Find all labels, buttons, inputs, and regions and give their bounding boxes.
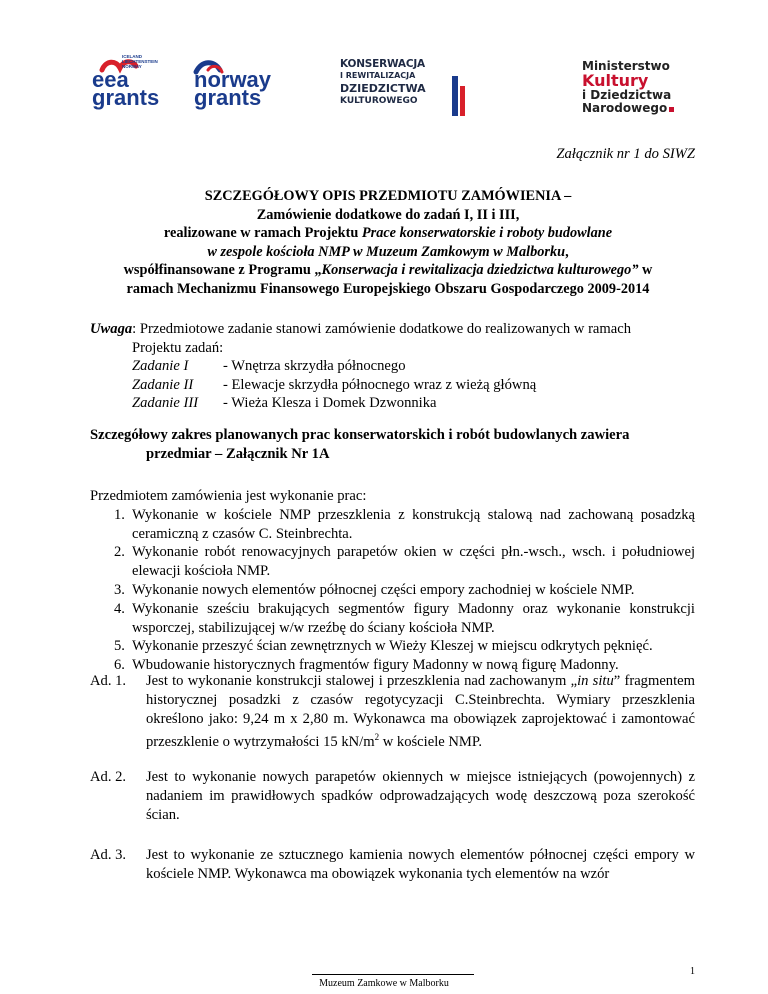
title-line5a: współfinansowane z Programu „: [123, 262, 322, 278]
task-name: Zadanie II: [132, 376, 194, 393]
works-list-block: [90, 487, 695, 675]
task-row: [90, 357, 695, 376]
title-line3b: Prace konserwatorskie i roboty budowlane: [361, 225, 613, 241]
note-line1: [90, 320, 695, 339]
ad1-sup: 2: [374, 732, 380, 743]
note-text2: Projektu zadań:: [132, 339, 224, 356]
list-item: [90, 600, 695, 638]
title-line5c: w: [638, 262, 653, 278]
eea-norway-grants-logo: [92, 52, 282, 114]
title-line2: Zamówienie dodatkowe do zadań I, II i III,: [256, 206, 520, 223]
task-name: Zadanie III: [132, 395, 199, 411]
footer-text: Muzeum Zamkowe w Malborku: [319, 978, 449, 989]
title-line3a: realizowane w ramach Projektu: [163, 225, 362, 241]
footer-divider: [312, 974, 474, 975]
ad2-paragraph: [90, 768, 695, 824]
list-item-number: 2.: [114, 544, 125, 561]
works-lead: Przedmiotem zamówienia jest wykonanie prac:: [90, 488, 367, 504]
task-row: [90, 376, 695, 395]
ministerstwo-logo: [582, 60, 692, 114]
task-row: [90, 394, 695, 413]
kons-line4: KULTUROWEGO: [340, 96, 418, 106]
kons-line1: KONSERWACJA: [340, 58, 425, 70]
title-line3: [88, 224, 688, 243]
task-desc: - Wnętrza skrzydła północnego: [223, 358, 406, 374]
min-line3: i Dziedzictwa: [582, 88, 672, 102]
list-item-number: 1.: [114, 506, 125, 523]
norway-word: norway: [194, 67, 272, 92]
list-item: [90, 581, 695, 600]
ad1-head: Ad. 1.: [90, 673, 127, 689]
norway-grants-word: grants: [194, 85, 262, 110]
min-red-square: [669, 107, 674, 112]
note-label: Uwaga: [90, 321, 133, 337]
list-item-number: 5.: [114, 638, 125, 655]
title-line5b: Konserwacja i rewitalizacja dziedzictwa kulturowego”: [321, 262, 639, 278]
title-line1: SZCZEGÓŁOWY OPIS PRZEDMIOTU ZAMÓWIENIA –: [204, 188, 572, 204]
ad1-t2: in situ: [577, 673, 614, 689]
works-list: [90, 506, 695, 675]
min-line4: Narodowego: [582, 101, 668, 115]
ad3-paragraph: [90, 846, 695, 884]
kons-blue-bar: [452, 76, 458, 116]
ad1-t4: w kościele NMP.: [379, 734, 483, 751]
note-text1: : Przedmiotowe zadanie stanowi zamówienie dodatkowe do realizowanych w ramach: [132, 321, 632, 337]
ad1-t3: ” fragmentem historycznej posadzki z czasów regotycyzacji C.Steinbrechta. Wymiary przeszklenia określono jako: 9,24 m x 2,80 m. Wykonawca ma obowiązek zaprojektować i zamontować przeszklenie o wytrzymałości 15 kN/m: [146, 673, 695, 751]
list-item: [90, 506, 695, 544]
list-item-text: Wykonanie robót renowacyjnych parapetów okien w części płn.-wsch., wsch. i południowej elewacji kościoła NMP.: [132, 544, 695, 580]
list-item: [90, 637, 695, 656]
kons-red-bar: [460, 86, 465, 116]
konserwacja-logo: [340, 58, 474, 116]
eea-small-text: ICELAND LIECHTENSTEIN NORWAY: [122, 54, 158, 69]
ad3-head: Ad. 3.: [90, 847, 127, 863]
title-line5: [88, 261, 688, 280]
list-item-number: 3.: [114, 581, 125, 598]
list-item: [90, 543, 695, 581]
eea-word: eea: [92, 67, 129, 92]
kons-line3: DZIEDZICTWA: [340, 82, 426, 95]
title-line4-end: ,: [565, 243, 569, 260]
min-line2: Kultury: [582, 71, 649, 90]
eea-grants-word: grants: [92, 85, 160, 110]
list-item-text: Wykonanie nowych elementów północnej części empory zachodniej w kościele NMP.: [132, 581, 635, 598]
title-line4-text: w zespole kościoła NMP w Muzeum Zamkowym w Malborku: [207, 243, 566, 260]
document-title: [88, 187, 688, 298]
title-line6: ramach Mechanizmu Finansowego Europejskiego Obszaru Gospodarczego 2009-2014: [126, 280, 650, 297]
task-desc: - Elewacje skrzydła północnego wraz z wieżą główną: [223, 376, 537, 393]
annex-label: Załącznik nr 1 do SIWZ: [556, 146, 695, 162]
note-block: [90, 320, 695, 413]
ad3-body: Jest to wykonanie ze sztucznego kamienia nowych elementów północnej części empory w kościele NMP. Wykonawca ma obowiązek wykonania tych elementów na wzór: [146, 847, 695, 882]
scope-paragraph: [90, 426, 695, 463]
list-item-text: Wykonanie sześciu brakujących segmentów figury Madonny oraz wykonanie konstrukcji wsporczej, stabilizującej w/w rzeźbę do ściany kościoła NMP.: [132, 600, 695, 636]
title-line4: [88, 243, 688, 262]
list-item-text: Wbudowanie historycznych fragmentów figury Madonny w nową figurę Madonny.: [132, 657, 619, 674]
task-desc: - Wieża Klesza i Domek Dzwonnika: [223, 395, 437, 411]
min-line4-wrap: [582, 102, 692, 115]
min-line1: Ministerstwo: [582, 59, 670, 73]
list-item-text: Wykonanie przeszyć ścian zewnętrznych w Wieży Kleszej w miejscu odkrytych pęknięć.: [132, 638, 653, 655]
list-item-text: Wykonanie w kościele NMP przeszklenia z konstrukcją stalową nad zachowaną posadzką ceramiczną z czasów C. Steinbrechta.: [132, 506, 695, 542]
list-item-number: 6.: [114, 657, 125, 674]
page-number: 1: [690, 966, 695, 977]
ad1-t1: Jest to wykonanie konstrukcji stalowej i przeszklenia nad zachowanym „: [146, 673, 578, 689]
kons-line2: I REWITALIZACJA: [340, 71, 416, 80]
ad1-body: [90, 672, 695, 752]
ad1-paragraph: [90, 672, 695, 752]
list-item-number: 4.: [114, 600, 125, 617]
scope-line2: przedmiar – Załącznik Nr 1A: [146, 445, 330, 462]
task-name: Zadanie I: [132, 358, 189, 374]
scope-line1: Szczegółowy zakres planowanych prac konserwatorskich i robót budowlanych zawiera: [90, 427, 630, 443]
ad2-head: Ad. 2.: [90, 769, 127, 785]
ad2-body: Jest to wykonanie nowych parapetów okiennych w miejsce istniejących (powojennych) z nadaniem im prawidłowych spadków odprowadzających wodę deszczową poza szerokość ścian.: [146, 769, 695, 823]
